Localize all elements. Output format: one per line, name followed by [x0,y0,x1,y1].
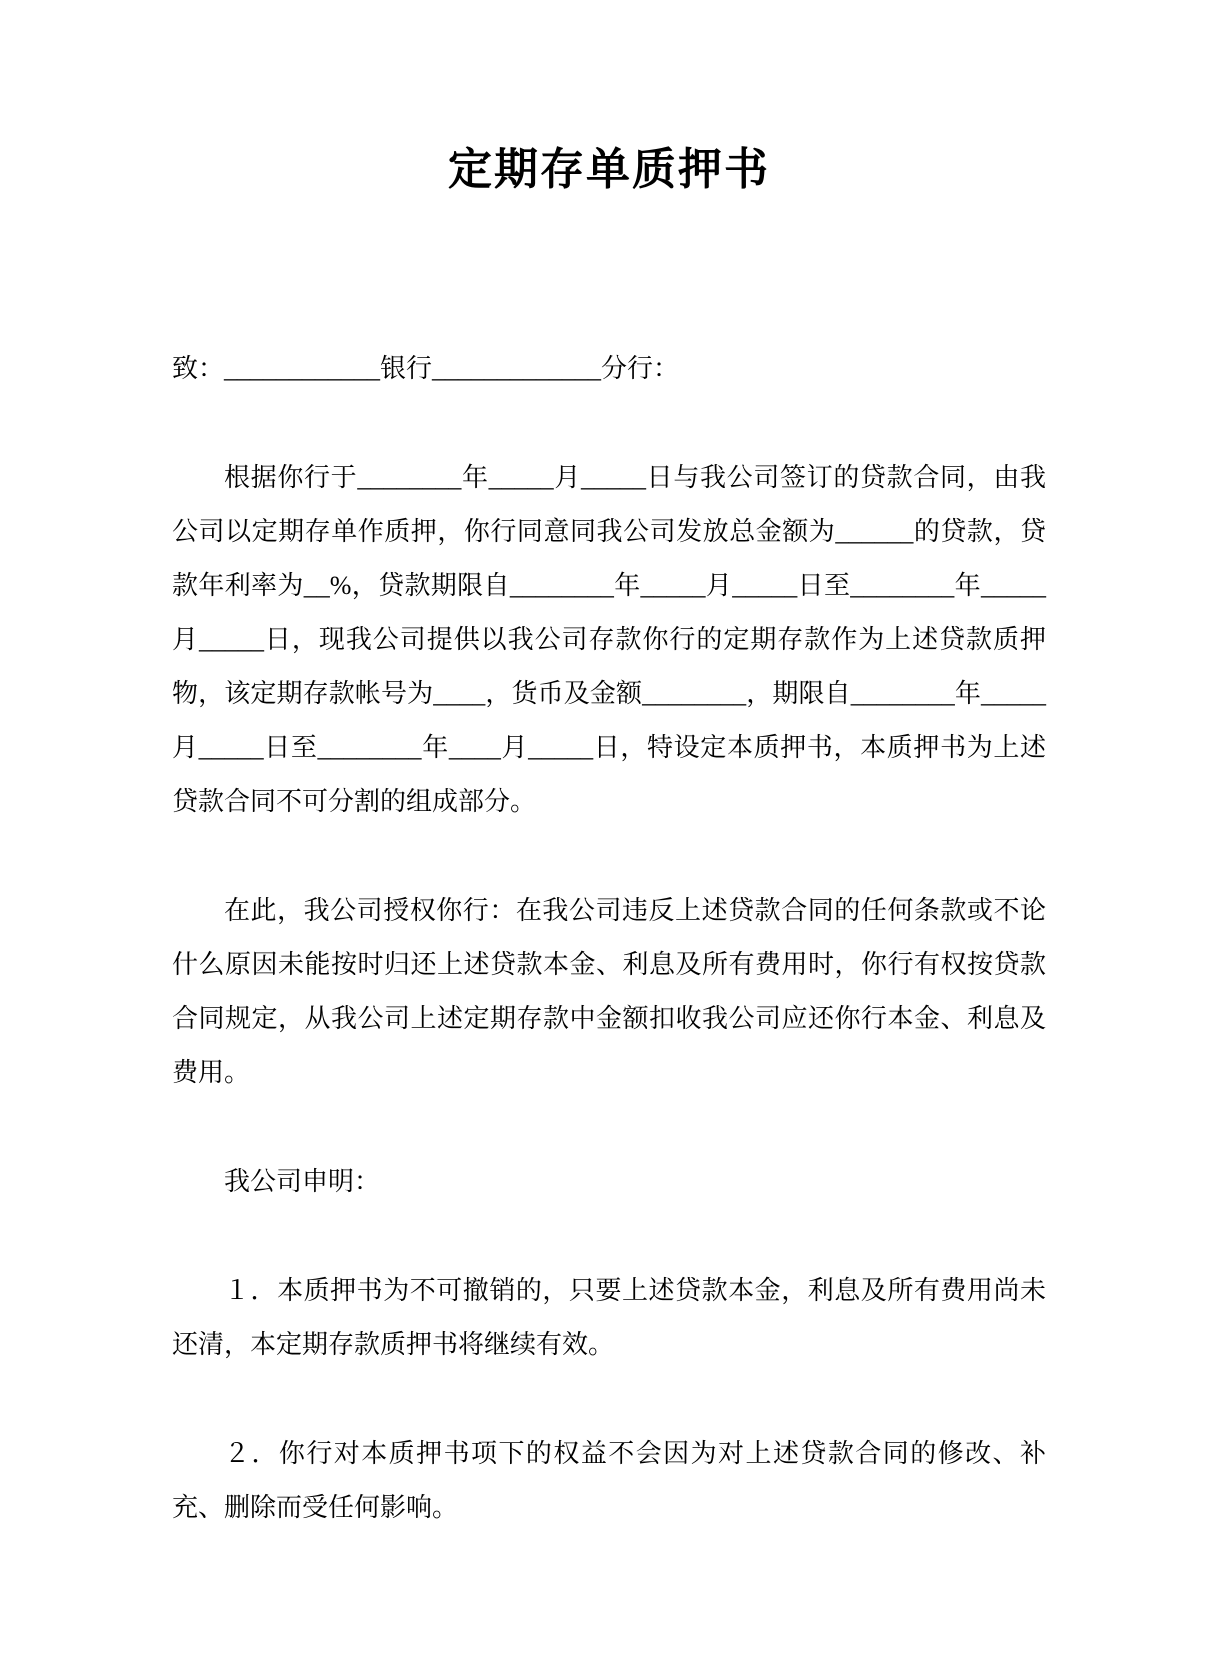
authorization-paragraph: 在此，我公司授权你行：在我公司违反上述贷款合同的任何条款或不论什么原因未能按时归还上述贷款本金、利息及所有费用时，你行有权按贷款合同规定，从我公司上述定期存款中金额扣收我公司应还你行本金、利息及费用。 [172,896,1046,1087]
declaration-item-2: ２．你行对本质押书项下的权益不会因为对上述贷款合同的修改、补充、删除而受任何影响。 [172,1439,1046,1522]
salutation-line: 致：____________银行_____________分行： [172,354,680,383]
intro-paragraph: 根据你行于________年_____月_____日与我公司签订的贷款合同，由我公司以定期存单作质押，你行同意同我公司发放总金额为______的贷款，贷款年利率为__%，贷款期限自________年_____月_____日至________年_____月_____日，现我公司提供以我公司存款你行的定期存款作为上述贷款质押物，该定期存款帐号为____，货币及金额________，期限自________年_____月_____日至________年____月_____日，特设定本质押书，本质押书为上述贷款合同不可分割的组成部分。 [172,463,1046,816]
declaration-item-1: １．本质押书为不可撤销的，只要上述贷款本金，利息及所有费用尚未还清，本定期存款质押书将继续有效。 [172,1276,1046,1359]
document-title: 定期存单质押书 [448,145,770,194]
declaration-heading: 我公司申明： [224,1167,381,1196]
